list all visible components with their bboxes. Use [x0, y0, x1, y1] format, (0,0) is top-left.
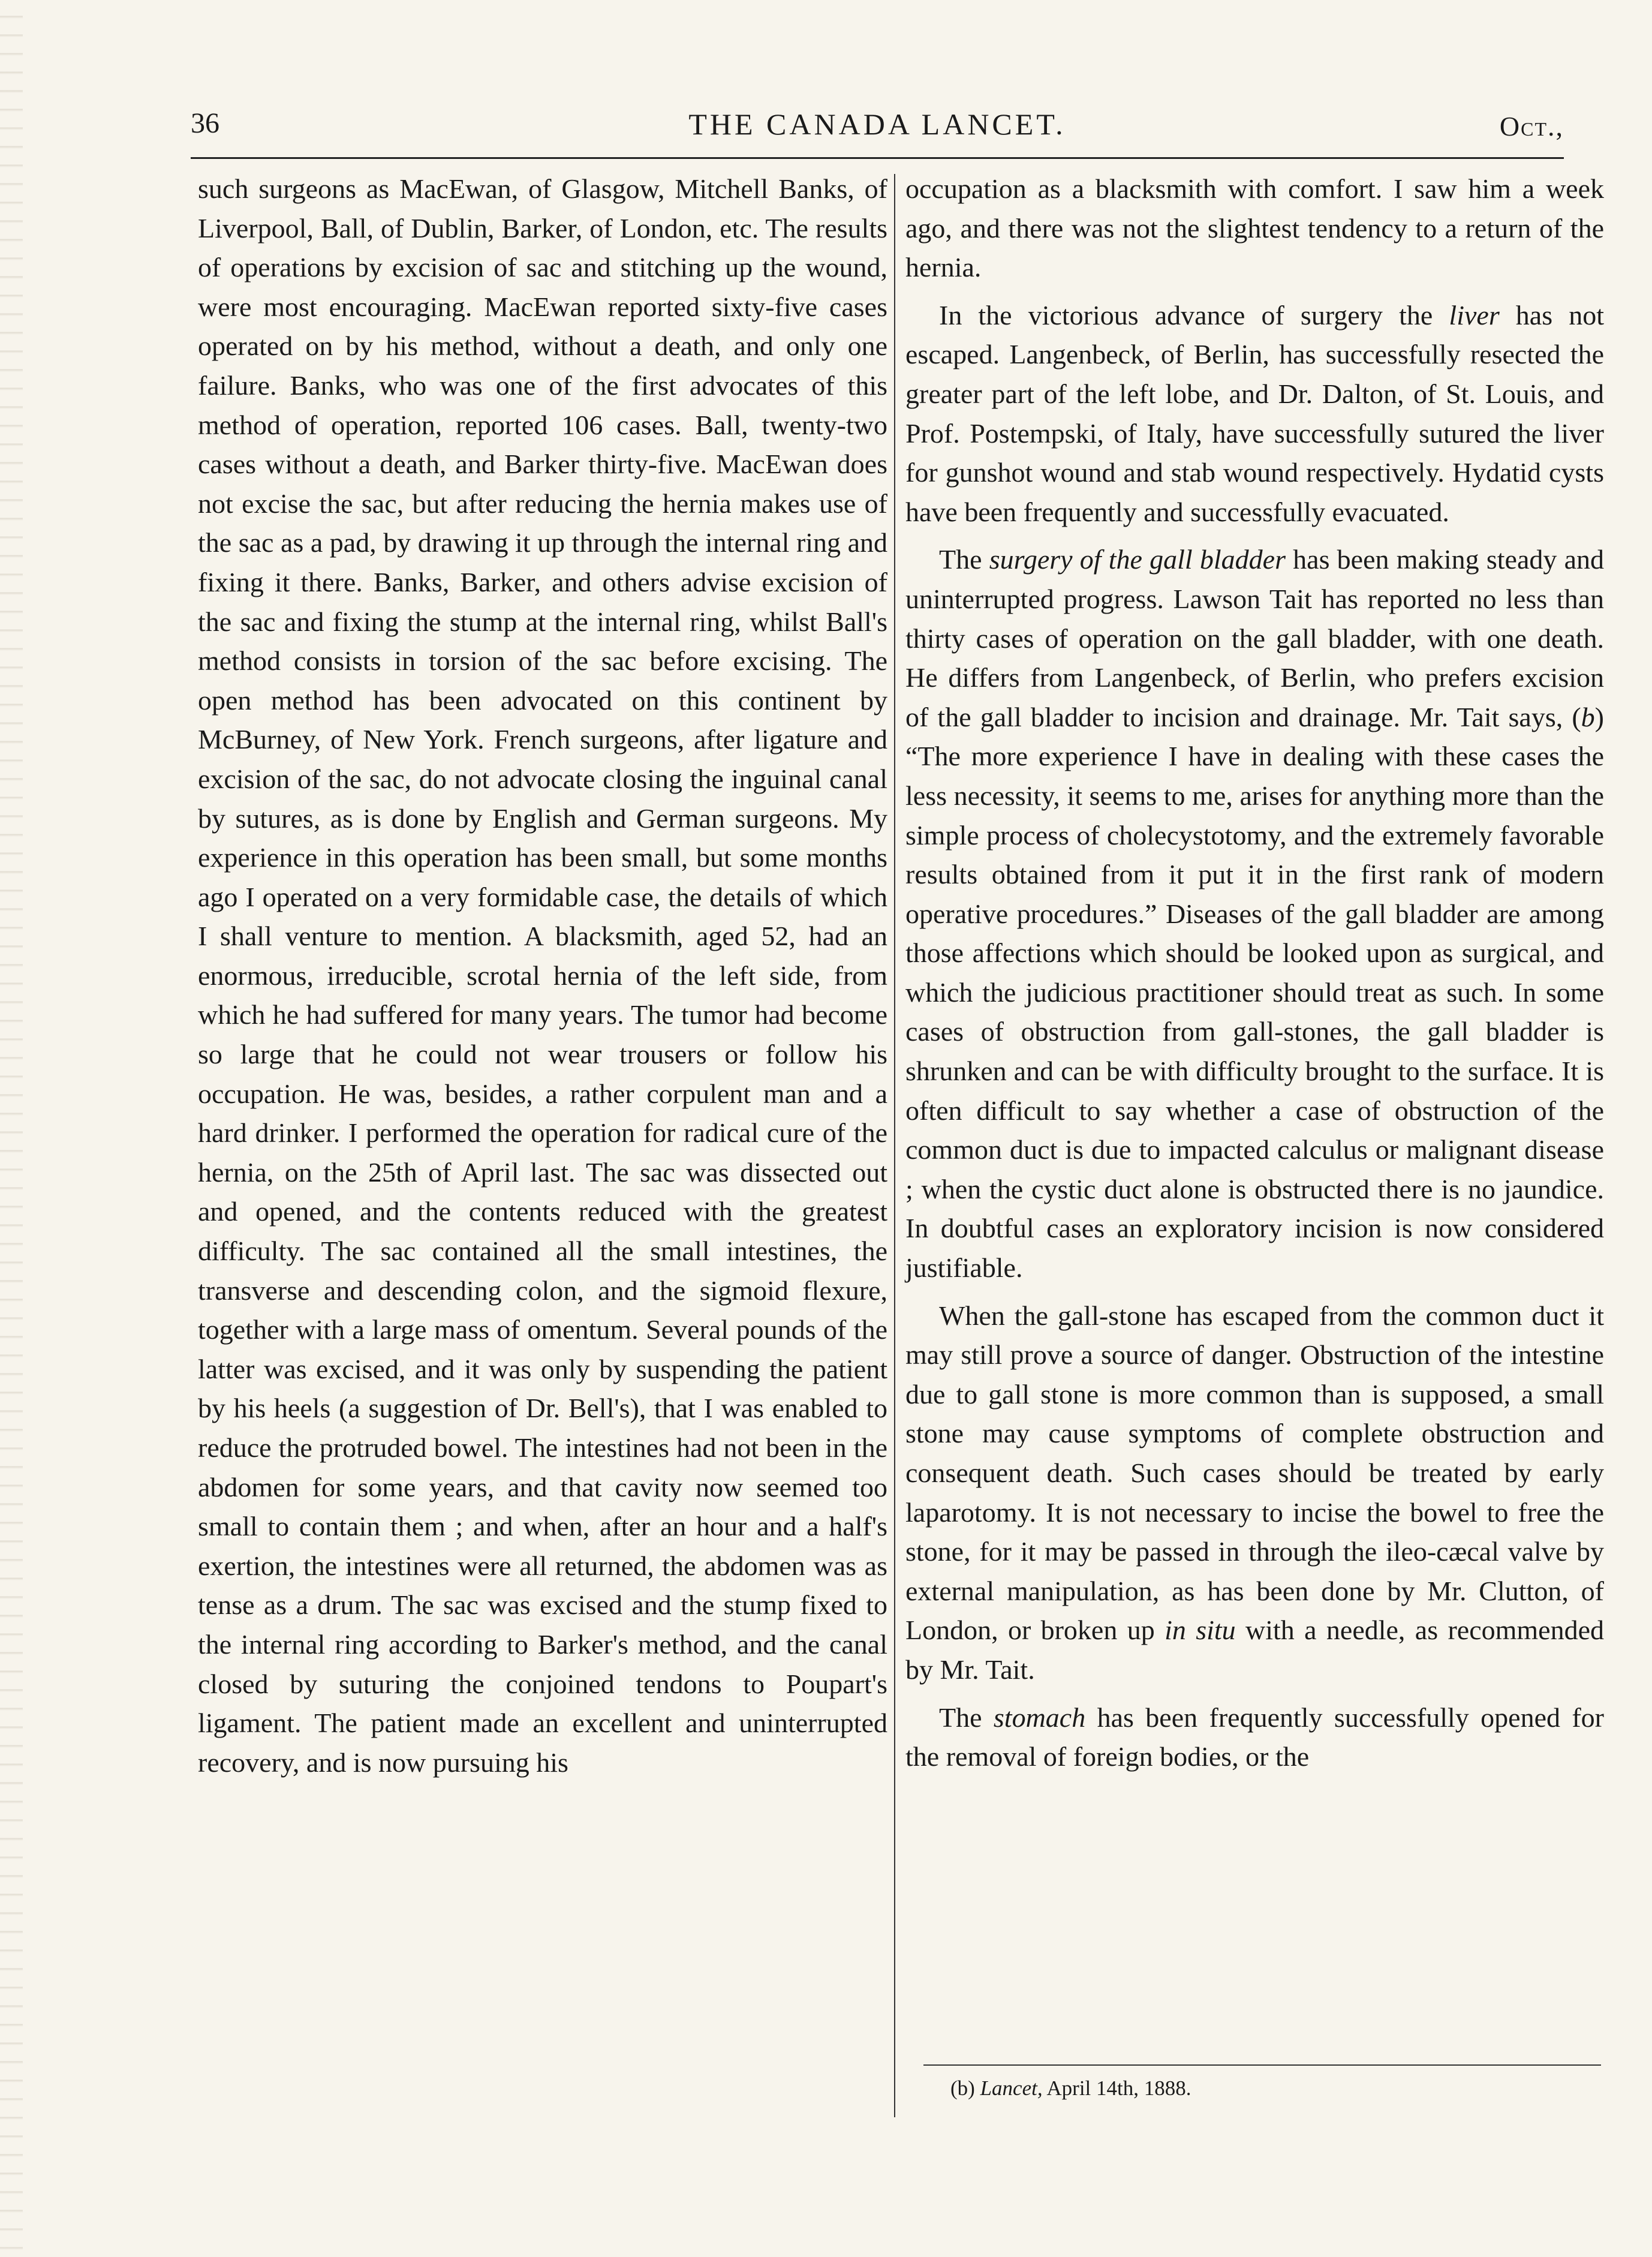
- page-number: 36: [191, 107, 219, 139]
- text-run: The: [939, 544, 989, 575]
- paragraph: [905, 1698, 1604, 1777]
- footnote-marker: (b): [950, 2076, 975, 2100]
- paragraph: [905, 1296, 1604, 1690]
- paragraph: [905, 296, 1604, 532]
- italic-term: liver: [1449, 299, 1500, 330]
- footnote-date: April 14th, 1888.: [1046, 2076, 1191, 2100]
- text-run: has not escaped. Langenbeck, of Berlin, has successfully resected the greater part of the left lobe, and Dr. Dalton, of St. Louis, and Prof. Postempski, of Italy, have successfully sutured the liver for gunshot wound and stab wound respectively. Hydatid cysts have been frequently and successfully evacuated.: [905, 299, 1604, 527]
- footnote-rule: [923, 2064, 1601, 2066]
- right-column: [905, 169, 1604, 1785]
- italic-term: stomach: [993, 1702, 1086, 1733]
- paragraph: occupation as a blacksmith with comfort. I saw him a week ago, and there was not the slightest tendency to a return of the hernia.: [905, 173, 1604, 283]
- italic-term: in situ: [1164, 1615, 1236, 1646]
- text-run: ) “The more experience I have in dealing with these cases the less necessity, it seems to me, arises for anything more than the simple process of cholecystotomy, and the extremely favorable results obtained from it put it in the first rank of modern operative procedures.” Diseases of the gall bladder are among those affections which should be looked upon as surgical, and which the judicious practitioner should treat as such. In some cases of obstruction from gall-stones, the gall bladder is shrunken and can be with difficulty brought to the surface. It is often difficult to say whether a case of obstruction of the common duct is due to impacted calculus or malignant disease ; when the cystic duct alone is obstructed there is no jaundice. In doubtful cases an exploratory incision is now considered justifiable.: [905, 701, 1604, 1284]
- text-run: with a needle, as recommended by Mr. Tait.: [905, 1615, 1605, 1685]
- paragraph: such surgeons as MacEwan, of Glasgow, Mitchell Banks, of Liverpool, Ball, of Dublin, Barker, of London, etc. The results of operations by excision of sac and stitching up the wound, were most encouraging. MacEwan reported sixty-five cases operated on by his method, without a death, and only one failure. Banks, who was one of the first advocates of this method of operation, reported 106 cases. Ball, twenty-two cases without a death, and Barker thirty-five. MacEwan does not excise the sac, but after reducing the hernia makes use of the sac as a pad, by drawing it up through the internal ring and fixing it there. Banks, Barker, and others advise excision of the sac and fixing the stump at the internal ring, whilst Ball's method consists in torsion of the sac before excising. The open method has been advocated on this continent by McBurney, of New York. French surgeons, after ligature and excision of the sac, do not advocate closing the inguinal canal by sutures, as is done by English and German surgeons. My experience in this operation has been small, but some months ago I operated on a very formidable case, the details of which I shall venture to mention. A blacksmith, aged 52, had an enormous, irreducible, scrotal hernia of the left side, from which he had suffered for many years. The tumor had become so large that he could not wear trousers or follow his occupation. He was, besides, a rather corpulent man and a hard drinker. I performed the operation for radical cure of the hernia, on the 25th of April last. The sac was dissected out and opened, and the contents reduced with the greatest difficulty. The sac contained all the small intestines, the transverse and descending colon, and the sigmoid flexure, together with a large mass of omentum. Several pounds of the latter was excised, and it was only by suspending the patient by his heels (a suggestion of Dr. Bell's), that I was enabled to reduce the protruded bowel. The intestines had not been in the abdomen for some years, and that cavity now seemed too small to contain them ; and when, after an hour and a half's exertion, the intestines were all returned, the abdomen was as tense as a drum. The sac was excised and the stump fixed to the internal ring according to Barker's method, and the canal closed by suturing the conjoined tendons to Poupart's ligament. The patient made an excellent and uninterrupted recovery, and is now pursuing his: [198, 173, 887, 1778]
- text-run: When the gall-stone has escaped from the common duct it may still prove a source of danger. Obstruction of the intestine due to gall stone is more common than is supposed, a small stone may cause symptoms of complete obstruction and consequent death. Such cases should be treated by early laparotomy. It is not necessary to incise the bowel to free the stone, for it may be passed in through the ileo-cæcal valve by external manipulation, as has been done by Mr. Clutton, of London, or broken up: [905, 1300, 1604, 1646]
- text-run: The: [939, 1702, 994, 1733]
- text-run: has been frequently successfully opened for the removal of foreign bodies, or the: [905, 1702, 1604, 1772]
- issue-month: Oct.,: [1499, 111, 1564, 142]
- header-rule: [191, 157, 1564, 159]
- left-column: [198, 169, 887, 1790]
- column-divider: [894, 174, 895, 2117]
- italic-term: surgery of the gall bladder: [989, 544, 1286, 575]
- footnote-reference: b: [1581, 701, 1595, 732]
- journal-title: THE CANADA LANCET.: [688, 107, 1066, 141]
- text-run: In the victorious advance of surgery the: [939, 299, 1449, 330]
- scanned-page-edge: [0, 0, 23, 2257]
- footnote: [950, 2076, 1191, 2100]
- text-run: has been making steady and uninterrupted progress. Lawson Tait has reported no less than thirty cases of operation on the gall bladder, with one death. He differs from Langenbeck, of Berlin, who prefers excision of the gall bladder to incision and drainage. Mr. Tait says, (: [905, 544, 1605, 732]
- paragraph: [905, 540, 1604, 1287]
- page-header: [191, 107, 1564, 155]
- footnote-source: Lancet,: [980, 2076, 1043, 2100]
